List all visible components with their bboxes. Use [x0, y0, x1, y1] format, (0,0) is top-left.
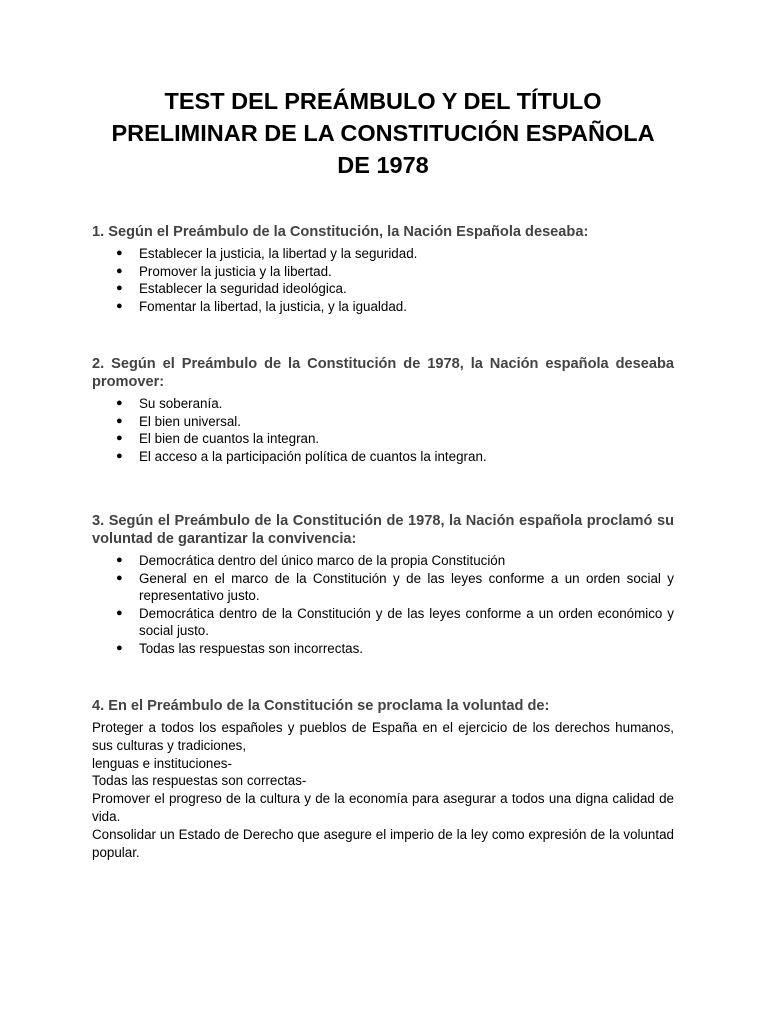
option-item [92, 448, 674, 466]
options-list [92, 245, 674, 315]
bullet-icon: ● [116, 282, 123, 294]
option-item [92, 570, 674, 605]
option-item [92, 430, 674, 448]
bullet-icon: ● [116, 397, 123, 409]
bullet-icon: ● [116, 606, 123, 619]
bullet-icon: ● [116, 449, 123, 462]
option-item [92, 245, 674, 263]
title-line: PRELIMINAR DE LA CONSTITUCIÓN ESPAÑOLA [111, 120, 655, 146]
options-list [92, 552, 674, 657]
question-2 [92, 355, 674, 465]
option-item [92, 552, 674, 570]
bullet-icon: ● [116, 641, 123, 654]
option-text: Todas las respuestas son incorrectas. [139, 640, 364, 656]
title-block [92, 0, 674, 181]
option-item [92, 395, 674, 413]
option-text: Democrática dentro del único marco de la propia Constitución [139, 553, 506, 568]
question-text: 1. Según el Preámbulo de la Constitución, la Nación Española deseaba: [92, 224, 589, 240]
option-text: General en el marco de la Constitución y de las leyes conforme a un orden social y representativo justo. [139, 570, 674, 603]
option-text: Establecer la seguridad ideológica. [139, 281, 347, 296]
bullet-icon: ● [116, 554, 123, 566]
answer-line: lenguas e instituciones- [92, 755, 232, 771]
answer-line: Todas las respuestas son correctas- [92, 773, 307, 789]
option-item [92, 605, 674, 640]
option-text: El bien universal. [139, 413, 241, 429]
option-item [92, 263, 674, 281]
option-text: El bien de cuantos la integran. [139, 431, 320, 446]
answer-line: Proteger a todos los españoles y pueblos de España en el ejercicio de los derechos humanos, sus culturas y tradiciones, [92, 720, 674, 753]
bullet-icon: ● [116, 264, 123, 277]
answer-line: Promover el progreso de la cultura y de la economía para asegurar a todos una digna calidad de vida. [92, 791, 674, 824]
bullet-icon: ● [116, 414, 123, 427]
option-item [92, 413, 674, 431]
option-text: Fomentar la libertad, la justicia, y la igualdad. [139, 298, 407, 314]
title-line: TEST DEL PREÁMBULO Y DEL TÍTULO [164, 88, 602, 114]
option-text: Su soberanía. [139, 396, 223, 411]
bullet-icon: ● [116, 432, 123, 444]
question-4 [92, 697, 674, 861]
question-1 [92, 223, 674, 315]
question-text: 4. En el Preámbulo de la Constitución se proclama la voluntad de: [92, 698, 550, 714]
options-list [92, 395, 674, 465]
document-title [92, 85, 674, 181]
bullet-icon: ● [116, 571, 123, 584]
bullet-icon: ● [116, 299, 123, 312]
question-3 [92, 512, 674, 657]
answer-lines [92, 719, 674, 861]
option-item [92, 640, 674, 658]
option-item [92, 280, 674, 298]
bullet-icon: ● [116, 247, 123, 259]
answer-line: Consolidar un Estado de Derecho que asegure el imperio de la ley como expresión de la voluntad popular. [92, 826, 674, 860]
question-text: 2. Según el Preámbulo de la Constitución de 1978, la Nación española deseaba promover: [92, 356, 674, 390]
option-text: Promover la justicia y la libertad. [139, 263, 332, 279]
option-text: El acceso a la participación política de cuantos la integran. [139, 448, 487, 464]
title-line: DE 1978 [337, 152, 429, 178]
option-text: Establecer la justicia, la libertad y la seguridad. [139, 246, 418, 261]
question-text: 3. Según el Preámbulo de la Constitución de 1978, la Nación española proclamó su voluntad de garantizar la convivencia: [92, 513, 674, 547]
option-item [92, 298, 674, 316]
option-text: Democrática dentro de la Constitución y de las leyes conforme a un orden económico y social justo. [139, 605, 674, 638]
